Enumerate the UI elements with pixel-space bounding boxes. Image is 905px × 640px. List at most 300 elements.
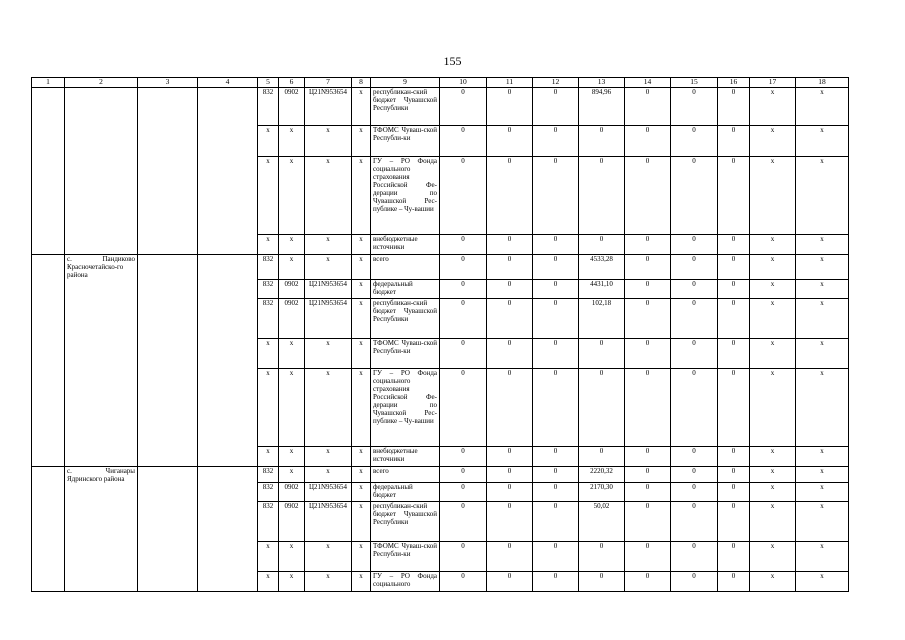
code-cell: x bbox=[305, 446, 352, 466]
amount-cell: 0 bbox=[625, 279, 671, 298]
code-cell: x bbox=[352, 368, 371, 446]
amount-cell: 0 bbox=[487, 502, 533, 542]
empty-cell bbox=[32, 298, 65, 338]
column-number: 7 bbox=[305, 78, 352, 88]
column-number: 14 bbox=[625, 78, 671, 88]
place-name-cell bbox=[65, 279, 138, 298]
empty-cell bbox=[198, 502, 258, 542]
amount-cell: 0 bbox=[579, 572, 625, 592]
table-row bbox=[32, 298, 849, 338]
code-cell: Ц21N953654 bbox=[305, 298, 352, 338]
amount-cell: x bbox=[796, 446, 849, 466]
empty-cell bbox=[198, 235, 258, 255]
code-cell: x bbox=[352, 255, 371, 280]
amount-cell: 0 bbox=[625, 572, 671, 592]
place-name-cell bbox=[65, 446, 138, 466]
amount-cell: x bbox=[750, 126, 796, 157]
amount-cell: 0 bbox=[625, 446, 671, 466]
amount-cell: 0 bbox=[671, 235, 718, 255]
amount-cell: 0 bbox=[579, 542, 625, 572]
amount-cell: 0 bbox=[533, 338, 579, 368]
amount-cell: 0 bbox=[625, 542, 671, 572]
amount-cell: 0 bbox=[440, 255, 487, 280]
column-number: 1 bbox=[32, 78, 65, 88]
amount-cell: 0 bbox=[533, 157, 579, 235]
amount-cell: 0 bbox=[440, 279, 487, 298]
code-cell: 832 bbox=[258, 298, 279, 338]
place-name-cell bbox=[65, 368, 138, 446]
empty-cell bbox=[138, 502, 198, 542]
amount-cell: x bbox=[796, 502, 849, 542]
empty-cell bbox=[138, 483, 198, 502]
amount-cell: x bbox=[796, 279, 849, 298]
empty-cell bbox=[32, 279, 65, 298]
amount-cell: x bbox=[796, 368, 849, 446]
table-body bbox=[32, 78, 849, 592]
amount-cell: 0 bbox=[487, 572, 533, 592]
code-cell: x bbox=[279, 255, 305, 280]
table-row bbox=[32, 255, 849, 280]
code-cell: Ц21N953654 bbox=[305, 279, 352, 298]
place-name-cell bbox=[65, 502, 138, 542]
amount-cell: 0 bbox=[625, 483, 671, 502]
place-name-cell bbox=[65, 157, 138, 235]
empty-cell bbox=[198, 483, 258, 502]
empty-cell bbox=[32, 338, 65, 368]
empty-cell bbox=[138, 338, 198, 368]
empty-cell bbox=[198, 466, 258, 483]
amount-cell: 0 bbox=[440, 446, 487, 466]
place-name-cell: с. Пандиково Красночетайско-го района bbox=[65, 255, 138, 280]
empty-cell bbox=[198, 572, 258, 592]
code-cell: x bbox=[305, 368, 352, 446]
empty-cell bbox=[138, 446, 198, 466]
amount-cell: 0 bbox=[718, 88, 750, 126]
amount-cell: x bbox=[750, 446, 796, 466]
amount-cell: x bbox=[750, 542, 796, 572]
table-row bbox=[32, 542, 849, 572]
code-cell: 832 bbox=[258, 502, 279, 542]
empty-cell bbox=[198, 446, 258, 466]
amount-cell: 0 bbox=[671, 279, 718, 298]
code-cell: x bbox=[258, 235, 279, 255]
amount-cell: 0 bbox=[671, 483, 718, 502]
table-row bbox=[32, 157, 849, 235]
empty-cell bbox=[198, 338, 258, 368]
amount-cell: 0 bbox=[487, 368, 533, 446]
budget-table bbox=[31, 77, 849, 592]
amount-cell: 0 bbox=[533, 126, 579, 157]
amount-cell: 0 bbox=[533, 502, 579, 542]
table-row bbox=[32, 126, 849, 157]
place-name-cell bbox=[65, 88, 138, 126]
amount-cell: 0 bbox=[625, 368, 671, 446]
code-cell: x bbox=[352, 542, 371, 572]
empty-cell bbox=[138, 542, 198, 572]
empty-cell bbox=[138, 157, 198, 235]
table-row bbox=[32, 88, 849, 126]
amount-cell: 0 bbox=[671, 298, 718, 338]
place-name-cell bbox=[65, 126, 138, 157]
source-name-cell: республикан-ский бюджет Чувашской Республики bbox=[371, 502, 440, 542]
amount-cell: 0 bbox=[579, 368, 625, 446]
place-name-cell: с. Чиганары Ядринского района bbox=[65, 466, 138, 483]
amount-cell: 0 bbox=[487, 255, 533, 280]
column-number: 8 bbox=[352, 78, 371, 88]
code-cell: x bbox=[352, 279, 371, 298]
amount-cell: 0 bbox=[579, 157, 625, 235]
empty-cell bbox=[32, 88, 65, 126]
amount-cell: 4533,28 bbox=[579, 255, 625, 280]
column-number: 10 bbox=[440, 78, 487, 88]
empty-cell bbox=[198, 542, 258, 572]
amount-cell: 0 bbox=[718, 279, 750, 298]
amount-cell: 0 bbox=[487, 483, 533, 502]
amount-cell: 0 bbox=[487, 542, 533, 572]
amount-cell: 0 bbox=[718, 466, 750, 483]
code-cell: x bbox=[352, 466, 371, 483]
empty-cell bbox=[138, 88, 198, 126]
amount-cell: x bbox=[796, 542, 849, 572]
source-name-cell: ГУ – РО Фонда социального страхования Российской Фе-дерации по Чувашской Рес-публике – Чу-вашии bbox=[371, 368, 440, 446]
amount-cell: 0 bbox=[533, 88, 579, 126]
code-cell: 0902 bbox=[279, 298, 305, 338]
table-row bbox=[32, 338, 849, 368]
amount-cell: 0 bbox=[625, 502, 671, 542]
empty-cell bbox=[198, 157, 258, 235]
amount-cell: 0 bbox=[579, 126, 625, 157]
source-name-cell: республикан-ский бюджет Чувашской Республики bbox=[371, 298, 440, 338]
amount-cell: 0 bbox=[440, 298, 487, 338]
amount-cell: x bbox=[750, 466, 796, 483]
place-name-cell bbox=[65, 572, 138, 592]
amount-cell: 0 bbox=[625, 298, 671, 338]
amount-cell: x bbox=[796, 572, 849, 592]
amount-cell: 0 bbox=[440, 542, 487, 572]
amount-cell: 0 bbox=[671, 255, 718, 280]
amount-cell: 0 bbox=[718, 542, 750, 572]
empty-cell bbox=[32, 466, 65, 483]
code-cell: x bbox=[279, 446, 305, 466]
source-name-cell: республикан-ский бюджет Чувашской Республики bbox=[371, 88, 440, 126]
code-cell: x bbox=[352, 572, 371, 592]
amount-cell: 0 bbox=[579, 235, 625, 255]
amount-cell: 894,96 bbox=[579, 88, 625, 126]
table-row bbox=[32, 466, 849, 483]
amount-cell: x bbox=[796, 235, 849, 255]
amount-cell: 0 bbox=[671, 446, 718, 466]
amount-cell: x bbox=[750, 502, 796, 542]
amount-cell: 0 bbox=[579, 446, 625, 466]
code-cell: x bbox=[352, 88, 371, 126]
amount-cell: 0 bbox=[487, 466, 533, 483]
amount-cell: x bbox=[796, 88, 849, 126]
empty-cell bbox=[198, 126, 258, 157]
empty-cell bbox=[32, 483, 65, 502]
amount-cell: x bbox=[750, 483, 796, 502]
amount-cell: x bbox=[750, 88, 796, 126]
amount-cell: 0 bbox=[718, 368, 750, 446]
amount-cell: 0 bbox=[625, 126, 671, 157]
amount-cell: 0 bbox=[533, 235, 579, 255]
amount-cell: 0 bbox=[671, 157, 718, 235]
column-number: 15 bbox=[671, 78, 718, 88]
amount-cell: 0 bbox=[671, 88, 718, 126]
code-cell: x bbox=[352, 338, 371, 368]
code-cell: 832 bbox=[258, 255, 279, 280]
amount-cell: x bbox=[796, 255, 849, 280]
amount-cell: 0 bbox=[718, 502, 750, 542]
source-name-cell: федеральный бюджет bbox=[371, 483, 440, 502]
place-name-cell bbox=[65, 338, 138, 368]
code-cell: x bbox=[258, 446, 279, 466]
amount-cell: 0 bbox=[671, 466, 718, 483]
empty-cell bbox=[138, 235, 198, 255]
code-cell: x bbox=[305, 235, 352, 255]
amount-cell: 0 bbox=[487, 157, 533, 235]
amount-cell: 0 bbox=[487, 298, 533, 338]
source-name-cell: ТФОМС Чуваш-ской Республи-ки bbox=[371, 338, 440, 368]
code-cell: 832 bbox=[258, 279, 279, 298]
amount-cell: x bbox=[750, 298, 796, 338]
source-name-cell: ТФОМС Чуваш-ской Республи-ки bbox=[371, 542, 440, 572]
amount-cell: 0 bbox=[440, 502, 487, 542]
amount-cell: 0 bbox=[718, 298, 750, 338]
amount-cell: 0 bbox=[671, 338, 718, 368]
empty-cell bbox=[198, 88, 258, 126]
code-cell: x bbox=[305, 338, 352, 368]
code-cell: x bbox=[279, 368, 305, 446]
empty-cell bbox=[32, 255, 65, 280]
code-cell: Ц21N953654 bbox=[305, 88, 352, 126]
code-cell: x bbox=[352, 298, 371, 338]
code-cell: Ц21N953654 bbox=[305, 483, 352, 502]
amount-cell: 0 bbox=[718, 157, 750, 235]
empty-cell bbox=[138, 255, 198, 280]
code-cell: x bbox=[352, 126, 371, 157]
column-number: 18 bbox=[796, 78, 849, 88]
code-cell: 0902 bbox=[279, 502, 305, 542]
empty-cell bbox=[138, 279, 198, 298]
amount-cell: 0 bbox=[440, 235, 487, 255]
table-row bbox=[32, 572, 849, 592]
column-number: 17 bbox=[750, 78, 796, 88]
amount-cell: x bbox=[750, 572, 796, 592]
code-cell: x bbox=[305, 255, 352, 280]
empty-cell bbox=[138, 126, 198, 157]
amount-cell: 0 bbox=[625, 235, 671, 255]
code-cell: 0902 bbox=[279, 279, 305, 298]
empty-cell bbox=[138, 466, 198, 483]
amount-cell: 0 bbox=[625, 88, 671, 126]
table-row bbox=[32, 446, 849, 466]
source-name-cell: всего bbox=[371, 255, 440, 280]
amount-cell: 0 bbox=[625, 466, 671, 483]
amount-cell: x bbox=[750, 255, 796, 280]
column-number: 9 bbox=[371, 78, 440, 88]
column-number: 11 bbox=[487, 78, 533, 88]
code-cell: x bbox=[279, 542, 305, 572]
table-row bbox=[32, 483, 849, 502]
code-cell: x bbox=[352, 446, 371, 466]
code-cell: x bbox=[279, 235, 305, 255]
amount-cell: 0 bbox=[718, 572, 750, 592]
code-cell: x bbox=[258, 572, 279, 592]
empty-cell bbox=[32, 446, 65, 466]
code-cell: Ц21N953654 bbox=[305, 502, 352, 542]
empty-cell bbox=[198, 368, 258, 446]
empty-cell bbox=[138, 368, 198, 446]
column-number: 4 bbox=[198, 78, 258, 88]
amount-cell: 0 bbox=[533, 542, 579, 572]
amount-cell: 0 bbox=[671, 368, 718, 446]
amount-cell: x bbox=[750, 157, 796, 235]
amount-cell: 0 bbox=[487, 88, 533, 126]
amount-cell: x bbox=[796, 338, 849, 368]
amount-cell: 0 bbox=[625, 255, 671, 280]
amount-cell: 0 bbox=[487, 279, 533, 298]
table-row bbox=[32, 502, 849, 542]
amount-cell: 0 bbox=[533, 466, 579, 483]
amount-cell: 2170,30 bbox=[579, 483, 625, 502]
code-cell: x bbox=[279, 157, 305, 235]
code-cell: x bbox=[305, 126, 352, 157]
amount-cell: 0 bbox=[440, 157, 487, 235]
code-cell: 0902 bbox=[279, 88, 305, 126]
column-number: 3 bbox=[138, 78, 198, 88]
amount-cell: 0 bbox=[718, 446, 750, 466]
amount-cell: x bbox=[796, 126, 849, 157]
code-cell: 832 bbox=[258, 483, 279, 502]
empty-cell bbox=[32, 235, 65, 255]
code-cell: x bbox=[352, 157, 371, 235]
code-cell: x bbox=[305, 157, 352, 235]
empty-cell bbox=[198, 298, 258, 338]
empty-cell bbox=[32, 502, 65, 542]
code-cell: x bbox=[352, 483, 371, 502]
code-cell: x bbox=[279, 126, 305, 157]
column-number: 2 bbox=[65, 78, 138, 88]
amount-cell: x bbox=[750, 338, 796, 368]
column-number: 6 bbox=[279, 78, 305, 88]
empty-cell bbox=[32, 157, 65, 235]
amount-cell: 0 bbox=[671, 572, 718, 592]
amount-cell: x bbox=[796, 157, 849, 235]
amount-cell: 2220,32 bbox=[579, 466, 625, 483]
amount-cell: 0 bbox=[487, 235, 533, 255]
header-row bbox=[32, 78, 849, 88]
amount-cell: 0 bbox=[440, 466, 487, 483]
amount-cell: 0 bbox=[533, 572, 579, 592]
amount-cell: 0 bbox=[440, 483, 487, 502]
amount-cell: 0 bbox=[533, 368, 579, 446]
source-name-cell: федеральный бюджет bbox=[371, 279, 440, 298]
code-cell: x bbox=[258, 157, 279, 235]
source-name-cell: ТФОМС Чуваш-ской Республи-ки bbox=[371, 126, 440, 157]
amount-cell: 0 bbox=[718, 235, 750, 255]
amount-cell: 0 bbox=[440, 338, 487, 368]
amount-cell: 0 bbox=[718, 338, 750, 368]
amount-cell: x bbox=[750, 279, 796, 298]
column-number: 5 bbox=[258, 78, 279, 88]
amount-cell: x bbox=[796, 298, 849, 338]
amount-cell: 0 bbox=[533, 446, 579, 466]
table-row bbox=[32, 368, 849, 446]
column-number: 13 bbox=[579, 78, 625, 88]
source-name-cell: ГУ – РО Фонда социального bbox=[371, 572, 440, 592]
empty-cell bbox=[198, 279, 258, 298]
amount-cell: 0 bbox=[671, 126, 718, 157]
source-name-cell: ГУ – РО Фонда социального страхования Российской Фе-дерации по Чувашской Рес-публике – Чу-вашии bbox=[371, 157, 440, 235]
code-cell: x bbox=[352, 502, 371, 542]
table-row bbox=[32, 279, 849, 298]
amount-cell: 0 bbox=[487, 338, 533, 368]
amount-cell: 0 bbox=[625, 338, 671, 368]
empty-cell bbox=[138, 298, 198, 338]
code-cell: x bbox=[258, 126, 279, 157]
code-cell: x bbox=[279, 466, 305, 483]
code-cell: x bbox=[305, 466, 352, 483]
source-name-cell: всего bbox=[371, 466, 440, 483]
source-name-cell: внебюджетные источники bbox=[371, 235, 440, 255]
code-cell: 832 bbox=[258, 88, 279, 126]
amount-cell: 0 bbox=[718, 483, 750, 502]
amount-cell: 0 bbox=[671, 542, 718, 572]
amount-cell: 0 bbox=[625, 157, 671, 235]
place-name-cell bbox=[65, 483, 138, 502]
empty-cell bbox=[198, 255, 258, 280]
amount-cell: 0 bbox=[533, 483, 579, 502]
amount-cell: 0 bbox=[533, 255, 579, 280]
amount-cell: 50,02 bbox=[579, 502, 625, 542]
amount-cell: 4431,10 bbox=[579, 279, 625, 298]
empty-cell bbox=[138, 572, 198, 592]
code-cell: x bbox=[305, 572, 352, 592]
amount-cell: x bbox=[750, 235, 796, 255]
amount-cell: 0 bbox=[440, 126, 487, 157]
empty-cell bbox=[32, 572, 65, 592]
code-cell: x bbox=[258, 368, 279, 446]
amount-cell: 0 bbox=[671, 502, 718, 542]
page-number: 155 bbox=[443, 54, 462, 68]
column-number: 16 bbox=[718, 78, 750, 88]
place-name-cell bbox=[65, 542, 138, 572]
source-name-cell: внебюджетные источники bbox=[371, 446, 440, 466]
amount-cell: 102,18 bbox=[579, 298, 625, 338]
code-cell: x bbox=[258, 338, 279, 368]
amount-cell: x bbox=[796, 466, 849, 483]
amount-cell: 0 bbox=[440, 572, 487, 592]
amount-cell: 0 bbox=[718, 126, 750, 157]
amount-cell: 0 bbox=[487, 446, 533, 466]
place-name-cell bbox=[65, 235, 138, 255]
code-cell: x bbox=[352, 235, 371, 255]
amount-cell: 0 bbox=[533, 279, 579, 298]
amount-cell: 0 bbox=[718, 255, 750, 280]
code-cell: x bbox=[258, 542, 279, 572]
empty-cell bbox=[32, 126, 65, 157]
place-name-cell bbox=[65, 298, 138, 338]
amount-cell: x bbox=[750, 368, 796, 446]
amount-cell: x bbox=[796, 483, 849, 502]
code-cell: 0902 bbox=[279, 483, 305, 502]
amount-cell: 0 bbox=[579, 338, 625, 368]
code-cell: 832 bbox=[258, 466, 279, 483]
empty-cell bbox=[32, 368, 65, 446]
code-cell: x bbox=[279, 572, 305, 592]
code-cell: x bbox=[279, 338, 305, 368]
code-cell: x bbox=[305, 542, 352, 572]
